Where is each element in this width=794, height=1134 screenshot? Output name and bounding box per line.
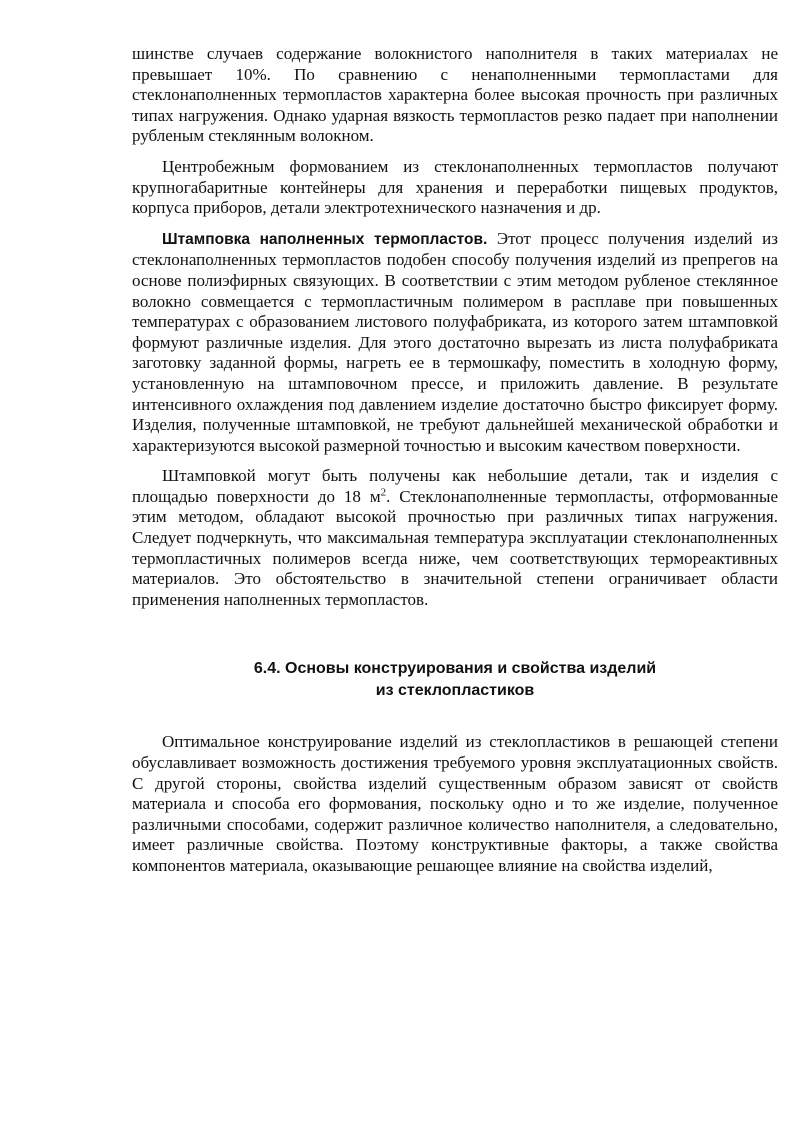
run-in-heading: Штамповка наполненных термопластов. bbox=[162, 230, 488, 248]
paragraph-stamping-parts-a: Штамповкой могут быть получены как небольшие детали, так и изделия с площадью поверхности до 18 м bbox=[132, 466, 778, 506]
paragraph-design: Оптимальное конструирование изделий из стеклопластиков в решающей степени обуславливает возможность достижения требуемого уровня эксплуатационных свойств. С другой стороны, свойства изделий существенным образом зависят от свойств материала и способа его формования, поскольку одно и то же изделие, полученное различными способами, содержит различное количество наполнителя, а следовательно, имеет различные свойства. Поэтому конструктивные факторы, а также свойства компонентов материала, оказывающие решающее влияние на свойства изделий, bbox=[132, 732, 778, 875]
document-page bbox=[132, 44, 778, 877]
section-heading-line1: 6.4. Основы конструирования и свойства изделий bbox=[253, 660, 657, 678]
paragraph-stamping-body: Этот процесс получения изделий из стеклонаполненных термопластов подобен способу получения изделий из препрегов на основе полиэфирных связующих. В соответствии с этим методом рубленое стеклянное волокно совмещается с термопластичным полимером в расплаве при повышенных температурах с образованием листового полуфабриката, из которого затем штамповкой формуют различные изделия. Для этого достаточно вырезать из листа полуфабриката заготовку заданной формы, нагреть ее в термошкафу, поместить в холодную форму, установленную на штамповочном прессе, и приложить давление. В результате интенсивного охлаждения под давлением изделие достаточно быстро фиксирует форму. Изделия, полученные штамповкой, не требуют дальнейшей механической обработки и характеризуются высокой размерной точностью и высоким качеством поверхности. bbox=[132, 228, 778, 455]
section-heading bbox=[132, 658, 778, 702]
section-heading-line2: из стеклопластиков bbox=[375, 682, 535, 700]
paragraph-continuation: шинстве случаев содержание волокнистого наполнителя в таких материалах не превышает 10%. По сравнению с ненаполненными термопластами для стеклонаполненных термопластов характерна более высокая прочность при различных типах нагружения. Однако ударная вязкость термопластов резко падает при наполнении рубленым стеклянным волокном. bbox=[132, 44, 778, 146]
paragraph-stamping bbox=[132, 229, 778, 457]
paragraph-stamping-parts bbox=[132, 466, 778, 610]
superscript: 2 bbox=[380, 486, 387, 499]
paragraph-centrifugal-molding: Центробежным формованием из стеклонаполненных термопластов получают крупногабаритные контейнеры для хранения и переработки пищевых продуктов, корпуса приборов, детали электротехнического назначения и др. bbox=[132, 156, 778, 218]
paragraph-stamping-parts-b: . Стеклонаполненные термопласты, отформованные этим методом, обладают высокой прочностью при различных типах нагружения. Следует подчеркнуть, что максимальная температура эксплуатации стеклонаполненных термопластичных полимеров всегда ниже, чем соответствующих термореактивных материалов. Это обстоятельство в значительной степени ограничивает области применения наполненных термопластов. bbox=[132, 486, 778, 609]
